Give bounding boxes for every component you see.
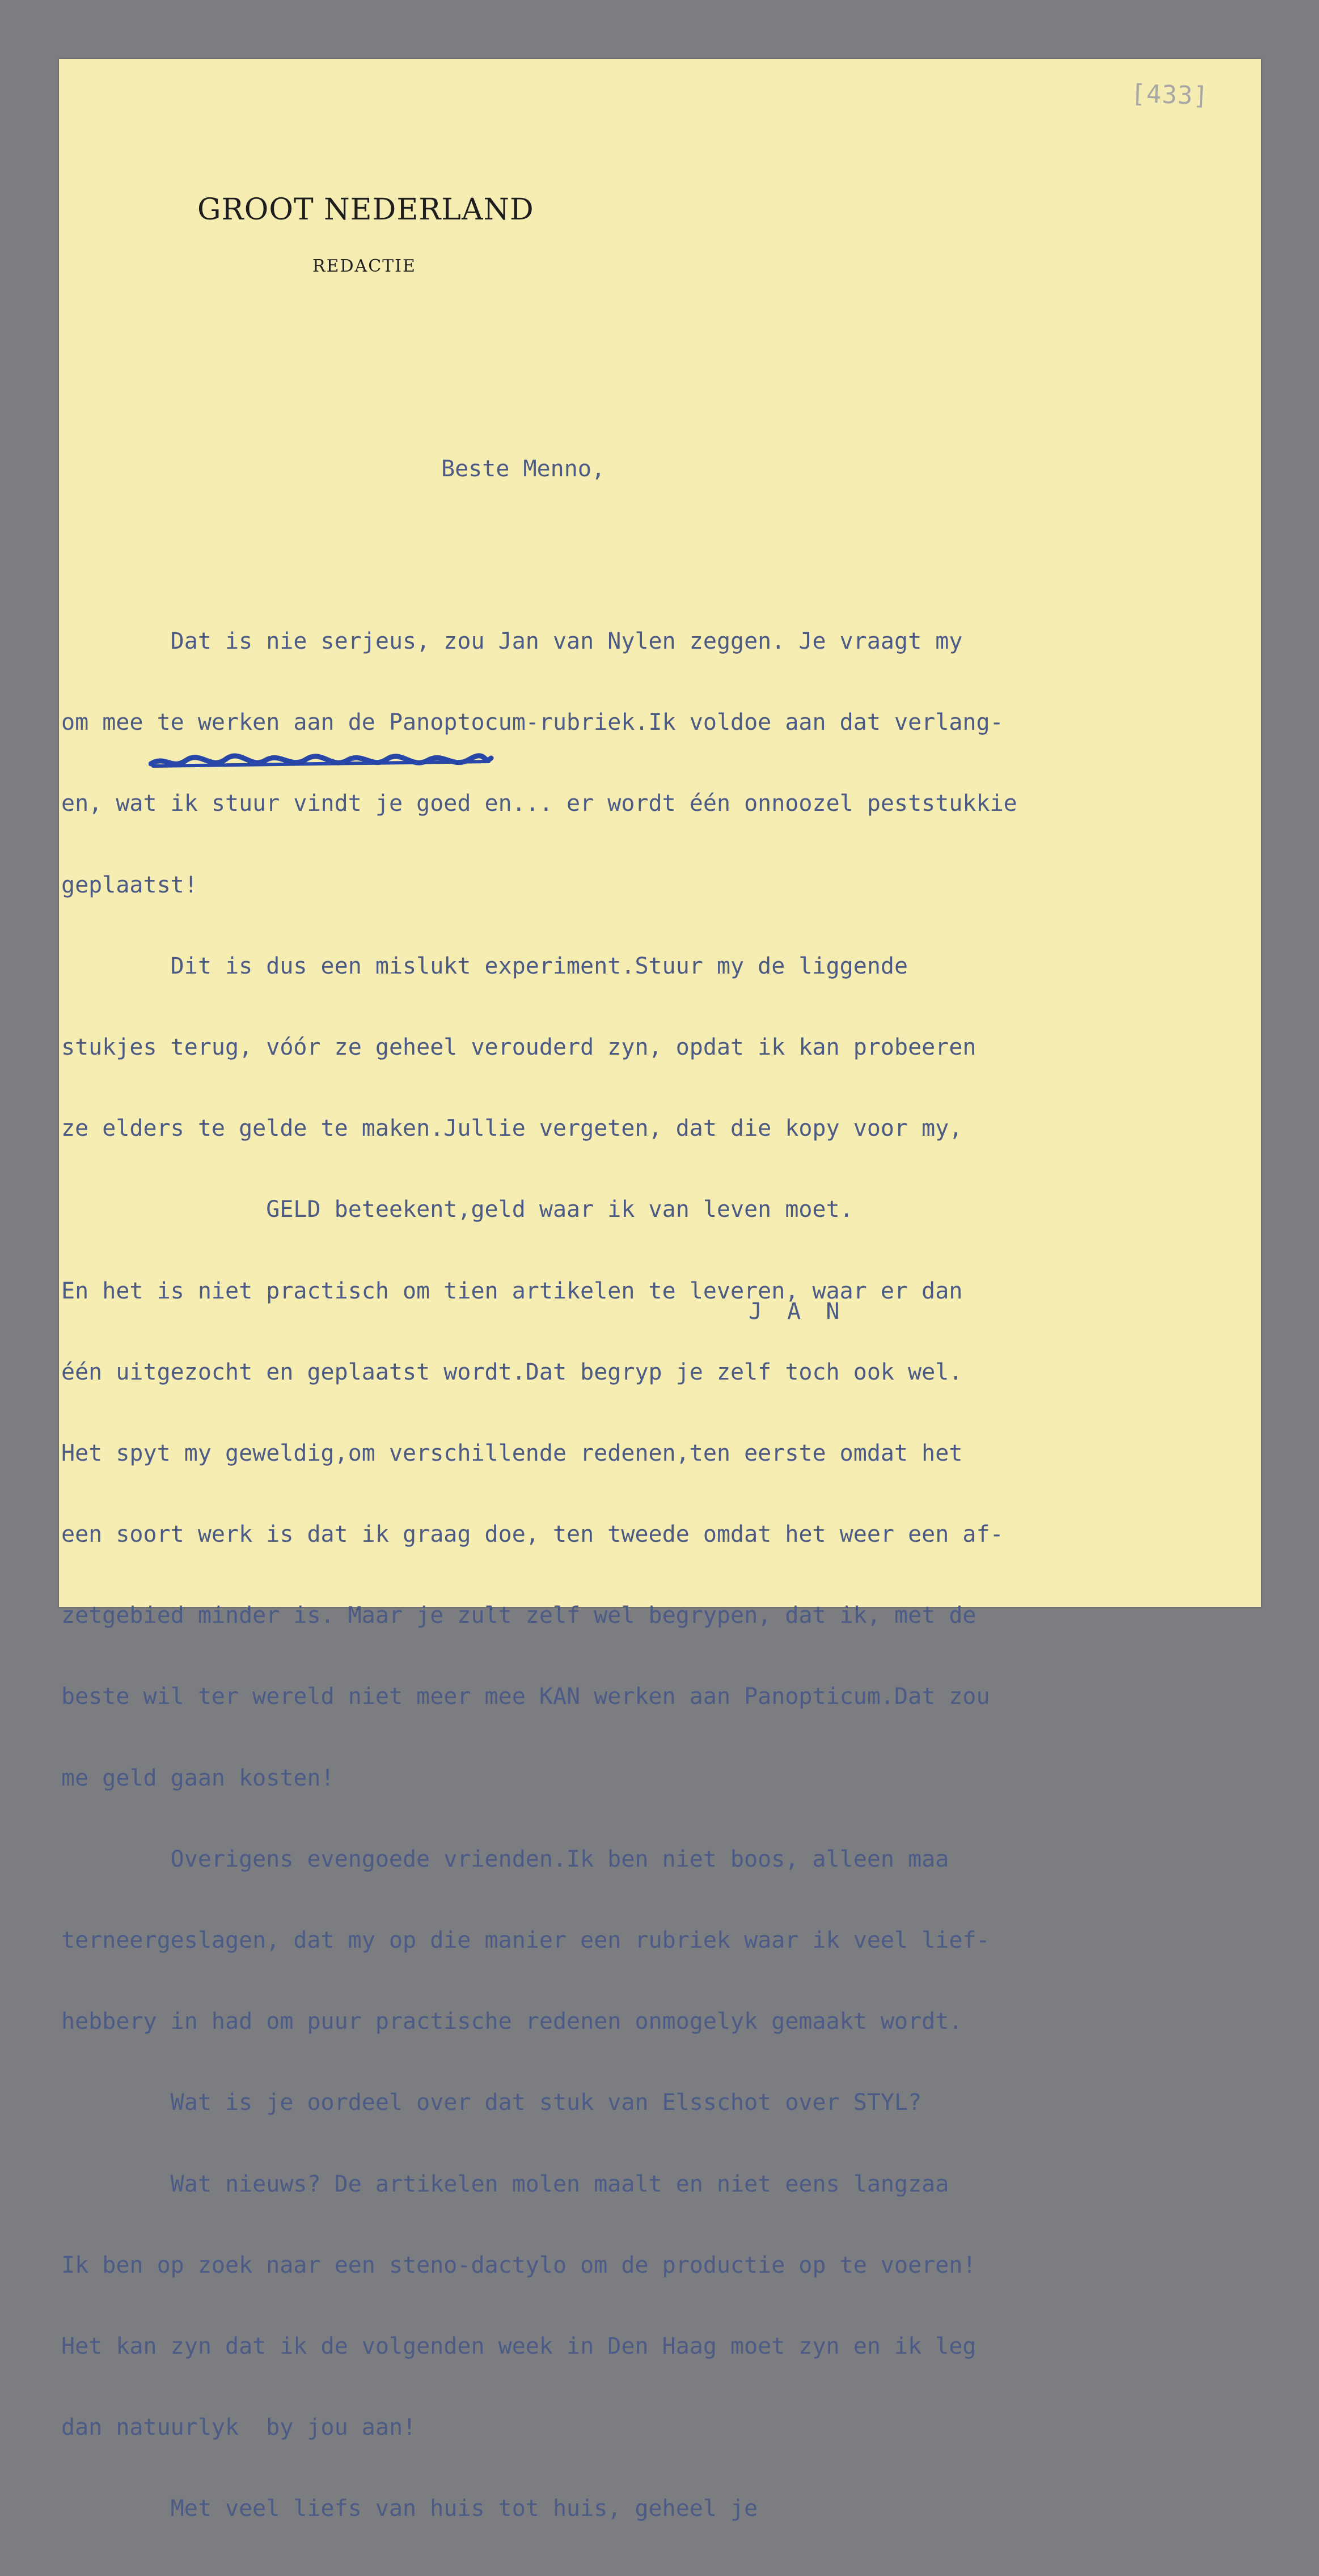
body-line: Wat is je oordeel over dat stuk van Elsschot over STYL? (61, 2089, 922, 2116)
body-line: Wat nieuws? De artikelen molen maalt en niet eens langzaa (61, 2171, 949, 2197)
letter-body (61, 575, 1017, 2576)
body-line: geplaatst! (61, 872, 198, 898)
body-line: stukjes terug, vóór ze geheel verouderd zyn, opdat ik kan probeeren (61, 1034, 976, 1060)
body-line: terneergeslagen, dat my op die manier een rubriek waar ik veel lief- (61, 1927, 990, 1953)
salutation: Beste Menno, (441, 456, 605, 482)
body-line: me geld gaan kosten! (61, 1765, 335, 1791)
body-line: Dat is nie serjeus, zou Jan van Nylen zeggen. Je vraagt my (61, 628, 963, 654)
body-line: hebbery in had om puur practische redenen onmogelyk gemaakt wordt. (61, 2008, 963, 2035)
body-line: Met veel liefs van huis tot huis, geheel je (61, 2495, 758, 2522)
letter-sheet (59, 59, 1261, 2522)
signature: J A N (749, 1298, 845, 1325)
letterhead-title: GROOT NEDERLAND (197, 193, 534, 227)
body-line: Overigens evengoede vrienden.Ik ben niet boos, alleen maa (61, 1846, 949, 1872)
body-line: een soort werk is dat ik graag doe, ten tweede omdat het weer een af- (61, 1521, 1004, 1548)
pen-strikethrough-scribble (149, 751, 494, 774)
body-line: Het spyt my geweldig,om verschillende redenen,ten eerste omdat het (61, 1440, 963, 1466)
body-line: ze elders te gelde te maken.Jullie vergeten, dat die kopy voor my, (61, 1115, 963, 1142)
body-line: Het kan zyn dat ik de volgenden week in Den Haag moet zyn en ik leg (61, 2333, 976, 2359)
body-line: Dit is dus een mislukt experiment.Stuur my de liggende (61, 953, 908, 979)
body-line: beste wil ter wereld niet meer mee KAN werken aan Panopticum.Dat zou (61, 1684, 990, 1710)
archive-number: [433] (1130, 79, 1210, 111)
letterhead-subtitle: REDACTIE (312, 256, 416, 276)
body-line: en, wat ik stuur vindt je goed en... er wordt één onnoozel peststukkie (61, 790, 1017, 817)
body-line: GELD beteekent,geld waar ik van leven moet. (61, 1196, 853, 1223)
body-line: één uitgezocht en geplaatst wordt.Dat begryp je zelf toch ook wel. (61, 1359, 963, 1385)
body-line: zetgebied minder is. Maar je zult zelf wel begrypen, dat ik, met de (61, 1602, 976, 1629)
body-line: om mee te werken aan de Panoptocum-rubriek.Ik voldoe aan dat verlang- (61, 709, 1004, 736)
body-line: Ik ben op zoek naar een steno-dactylo om de productie op te voeren! (61, 2252, 976, 2278)
body-line: dan natuurlyk by jou aan! (61, 2414, 417, 2441)
body-line: En het is niet practisch om tien artikelen te leveren, waar er dan (61, 1278, 963, 1304)
